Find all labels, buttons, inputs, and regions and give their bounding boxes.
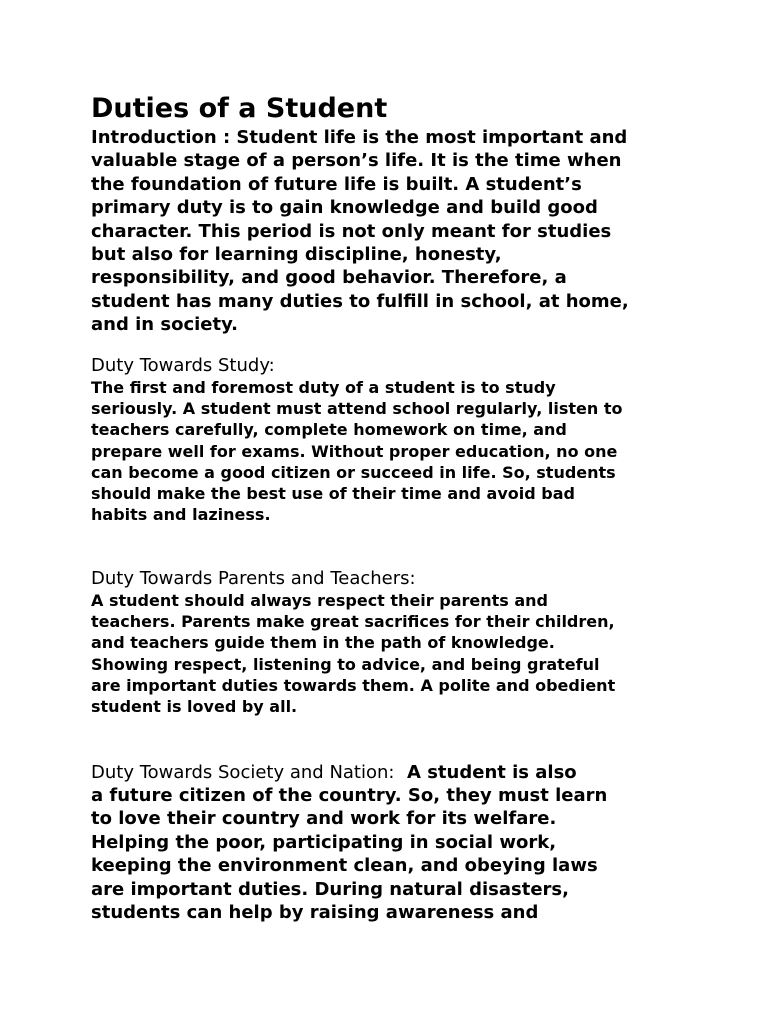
intro-line: primary duty is to gain knowledge and build good xyxy=(91,197,598,219)
society-line: keeping the environment clean, and obeying laws xyxy=(91,855,598,877)
intro-line: valuable stage of a person’s life. It is the time when xyxy=(91,150,622,172)
society-line: are important duties. During natural disasters, xyxy=(91,878,569,900)
society-first-line-text: A student is also xyxy=(394,761,577,783)
intro-line: character. This period is not only meant for studies xyxy=(91,220,612,242)
intro-line: but also for learning discipline, honesty, xyxy=(91,244,502,266)
parents-teachers-paragraph xyxy=(91,590,691,718)
document-page xyxy=(91,92,691,924)
parents-line: are important duties towards them. A polite and obedient xyxy=(91,675,616,695)
document-title: Duties of a Student xyxy=(91,93,388,124)
society-line: a future citizen of the country. So, they must learn xyxy=(91,784,608,806)
study-line: habits and laziness. xyxy=(91,505,271,525)
section-heading-study: Duty Towards Study: xyxy=(91,354,275,376)
section-heading-society-nation: Duty Towards Society and Nation: xyxy=(91,761,395,783)
society-first-line xyxy=(91,761,691,784)
parents-line: student is loved by all. xyxy=(91,697,298,717)
society-line: Helping the poor, participating in social work, xyxy=(91,831,557,853)
intro-line: and in society. xyxy=(91,314,239,336)
parents-line: and teachers guide them in the path of knowledge. xyxy=(91,633,555,653)
section-heading-parents-teachers: Duty Towards Parents and Teachers: xyxy=(91,567,416,589)
society-line: students can help by raising awareness and xyxy=(91,901,539,923)
society-line: to love their country and work for its welfare. xyxy=(91,808,557,830)
intro-line: responsibility, and good behavior. Therefore, a xyxy=(91,267,567,289)
study-line: seriously. A student must attend school regularly, listen to xyxy=(91,398,623,418)
parents-line: Showing respect, listening to advice, and being grateful xyxy=(91,654,600,674)
study-line: should make the best use of their time and avoid bad xyxy=(91,484,575,504)
intro-line: the foundation of future life is built. A student’s xyxy=(91,173,582,195)
intro-line: Introduction : Student life is the most important and xyxy=(91,127,628,148)
parents-line: teachers. Parents make great sacrifices for their children, xyxy=(91,612,615,632)
study-paragraph xyxy=(91,377,691,526)
intro-line: student has many duties to fulfill in school, at home, xyxy=(91,290,629,312)
society-nation-paragraph xyxy=(91,761,691,925)
introduction-paragraph xyxy=(91,126,691,337)
parents-line: A student should always respect their parents and xyxy=(91,590,548,610)
study-line: prepare well for exams. Without proper education, no one xyxy=(91,441,618,461)
study-line: teachers carefully, complete homework on time, and xyxy=(91,420,567,440)
study-line: The first and foremost duty of a student is to study xyxy=(91,377,556,397)
study-line: can become a good citizen or succeed in life. So, students xyxy=(91,462,616,482)
